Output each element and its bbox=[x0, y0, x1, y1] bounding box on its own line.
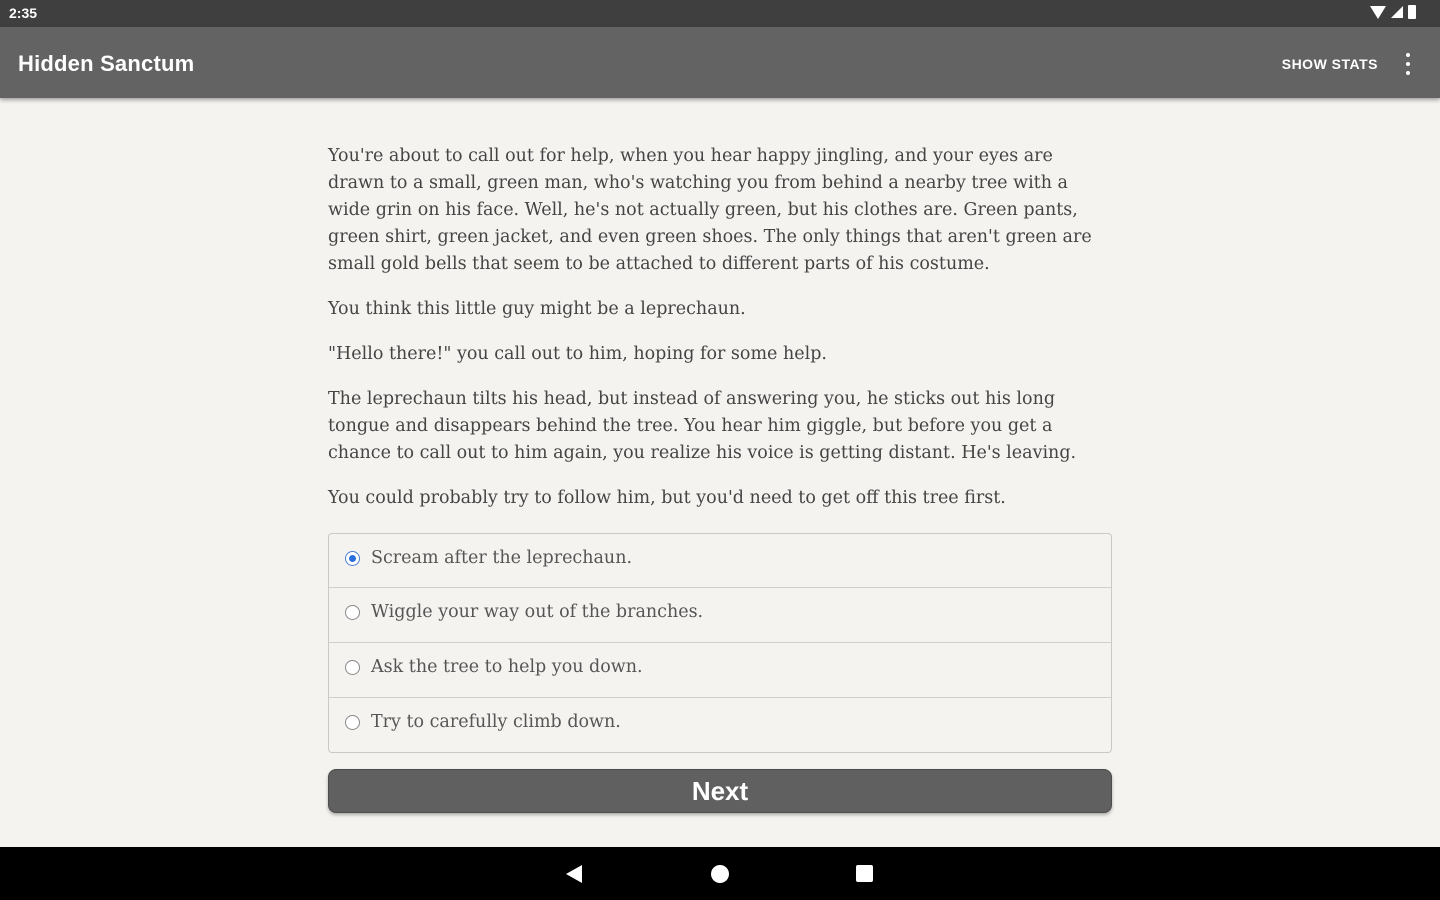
back-icon[interactable] bbox=[566, 865, 582, 883]
status-time: 2:35 bbox=[9, 5, 38, 21]
choice-label: Try to carefully climb down. bbox=[371, 712, 621, 732]
story-paragraph: You could probably try to follow him, but you'd need to get off this tree first. bbox=[328, 488, 1006, 508]
menu-dot bbox=[1406, 62, 1410, 66]
choice-list bbox=[328, 533, 1112, 753]
battery-icon bbox=[1408, 5, 1416, 19]
choice-option[interactable] bbox=[329, 534, 1111, 587]
story-paragraph: The leprechaun tilts his head, but instead of answering you, he sticks out his long tongue and disappears behind the tree. You hear him giggle, but before you get a chance to call out to him again, you realize his voice is getting distant. He's leaving. bbox=[328, 389, 1077, 463]
radio-button[interactable] bbox=[345, 605, 360, 620]
story-paragraph: You're about to call out for help, when you hear happy jingling, and your eyes are drawn to a small, green man, who's watching you from behind a nearby tree with a wide grin on his face. Well, he's not actually green, but his clothes are. Green pants, green shirt, green jacket, and even green shoes. The only things that aren't green are small gold bells that seem to be attached to different parts of his costume. bbox=[328, 146, 1092, 274]
radio-button[interactable] bbox=[345, 660, 360, 675]
choice-option[interactable] bbox=[329, 642, 1111, 697]
radio-button[interactable] bbox=[345, 715, 360, 730]
next-button[interactable]: Next bbox=[328, 769, 1112, 813]
app-title: Hidden Sanctum bbox=[18, 51, 195, 76]
show-stats-button[interactable]: SHOW STATS bbox=[1281, 56, 1378, 72]
choice-label: Scream after the leprechaun. bbox=[371, 548, 633, 568]
overflow-menu-icon[interactable] bbox=[1402, 53, 1414, 75]
radio-button-selected[interactable] bbox=[345, 551, 360, 566]
status-icons bbox=[1370, 5, 1416, 19]
menu-dot bbox=[1406, 53, 1410, 57]
wifi-icon bbox=[1370, 6, 1386, 19]
choice-label: Wiggle your way out of the branches. bbox=[371, 602, 704, 622]
menu-dot bbox=[1406, 71, 1410, 75]
signal-icon bbox=[1391, 6, 1403, 18]
status-bar bbox=[0, 0, 1440, 27]
choice-label: Ask the tree to help you down. bbox=[371, 657, 643, 677]
choice-option[interactable] bbox=[329, 587, 1111, 642]
home-icon[interactable] bbox=[711, 865, 729, 883]
choice-option[interactable] bbox=[329, 697, 1111, 752]
app-bar bbox=[0, 27, 1440, 98]
story-text bbox=[328, 143, 1114, 530]
story-paragraph: "Hello there!" you call out to him, hoping for some help. bbox=[328, 344, 827, 364]
story-paragraph: You think this little guy might be a leprechaun. bbox=[328, 299, 746, 319]
recents-icon[interactable] bbox=[856, 865, 873, 882]
navigation-bar bbox=[0, 847, 1440, 900]
